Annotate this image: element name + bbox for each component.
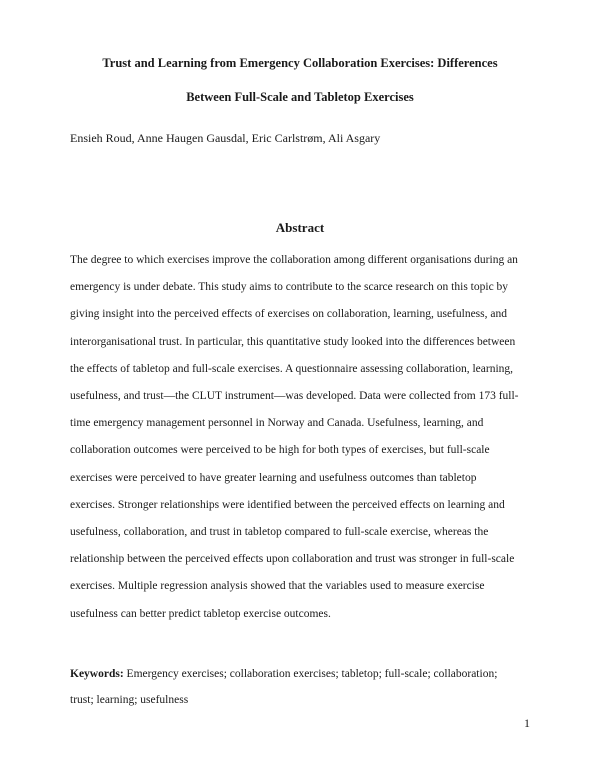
- abstract-line: emergency is under debate. This study aims to contribute to the scarce research on this topic by: [70, 281, 509, 294]
- abstract-line: interorganisational trust. In particular, this quantitative study looked into the differences between: [70, 335, 516, 348]
- abstract-line: usefulness can better predict tabletop exercise outcomes.: [70, 607, 331, 620]
- abstract-line: exercises were perceived to have greater learning and usefulness outcomes than tabletop: [70, 471, 477, 484]
- abstract-body: [70, 247, 530, 628]
- abstract-line: usefulness, collaboration, and trust in tabletop compared to full-scale exercise, whereas the: [70, 526, 489, 539]
- paper-title-line-2: Between Full-Scale and Tabletop Exercises: [186, 90, 414, 104]
- abstract-line: the effects of tabletop and full-scale exercises. A questionnaire assessing collaboration, learning,: [70, 362, 514, 375]
- abstract-line: usefulness, and trust—the CLUT instrument—was developed. Data were collected from 173 full-: [70, 390, 519, 403]
- keywords-line-1: [70, 661, 530, 687]
- page-number: 1: [524, 716, 530, 730]
- abstract-line: The degree to which exercises improve the collaboration among different organisations during an: [70, 254, 518, 266]
- abstract-line: relationship between the perceived effects upon collaboration and trust was stronger in full-scale: [70, 553, 515, 566]
- keywords-line-2: trust; learning; usefulness: [70, 694, 189, 706]
- abstract-heading: Abstract: [275, 220, 325, 235]
- abstract-line: exercises. Stronger relationships were identified between the perceived effects on learning and: [70, 498, 505, 511]
- abstract-line: collaboration outcomes were perceived to be high for both types of exercises, but full-scale: [70, 444, 490, 457]
- abstract-line: exercises. Multiple regression analysis showed that the variables used to measure exercise: [70, 580, 485, 593]
- keywords-label: Keywords:: [70, 668, 124, 680]
- paper-title-line-1: Trust and Learning from Emergency Collaboration Exercises: Differences: [102, 56, 498, 70]
- author-list: Ensieh Roud, Anne Haugen Gausdal, Eric Carlstrøm, Ali Asgary: [70, 131, 381, 145]
- abstract-line: time emergency management personnel in Norway and Canada. Usefulness, learning, and: [70, 417, 484, 430]
- keywords-section: [70, 661, 530, 713]
- abstract-line: giving insight into the perceived effects of exercises on collaboration, learning, usefulness, and: [70, 308, 507, 321]
- keywords-text-1: Emergency exercises; collaboration exercises; tabletop; full-scale; collaboration;: [123, 668, 498, 680]
